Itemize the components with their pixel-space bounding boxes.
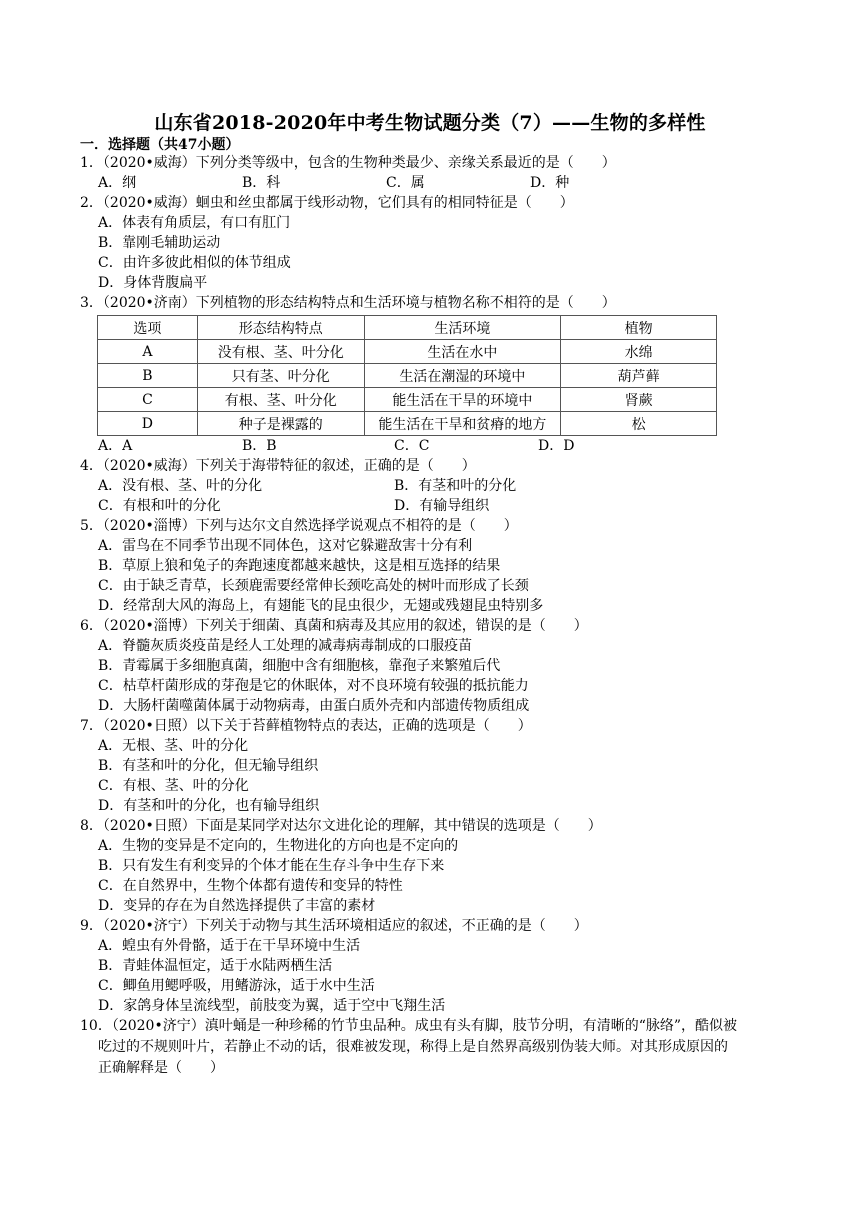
question-2 [80,193,786,293]
option-row [80,476,786,496]
question-stem-line: 吃过的不规则叶片，若静止不动的话，很难被发现，称得上是自然界高级别伪装大师。对其形成原因的 [98,1039,728,1055]
option-c: C．由于缺乏青草，长颈鹿需要经常伸长颈吃高处的树叶而形成了长颈 [98,578,529,594]
table-cell: A [98,340,198,364]
option-b: B．科 [242,175,281,191]
table-cell: 没有根、茎、叶分化 [197,340,364,364]
table-cell: 只有茎、叶分化 [197,364,364,388]
table-cell: 生活在水中 [364,340,561,364]
plant-table [97,315,717,436]
option-c: C．有根和叶的分化 [98,498,221,514]
option-row [80,436,786,456]
option-b: B．草原上狼和兔子的奔跑速度都越来越快，这是相互选择的结果 [98,558,501,574]
question-9 [80,916,786,1016]
option-c: C．在自然界中，生物个体都有遗传和变异的特性 [98,878,403,894]
option-b: B．靠刚毛辅助运动 [98,235,221,251]
option-a: A．纲 [98,175,137,191]
option-d: D．大肠杆菌噬菌体属于动物病毒，由蛋白质外壳和内部遗传物质组成 [98,698,530,714]
table-cell: D [98,412,198,436]
option-a: A．生物的变异是不定向的，生物进化的方向也是不定向的 [98,838,459,854]
question-stem-line: 正确解释是（ ） [98,1060,224,1076]
option-row [80,496,786,516]
table-header: 生活环境 [364,316,561,340]
table-cell: 能生活在干旱的环境中 [364,388,561,412]
question-6 [80,616,786,716]
question-8 [80,816,786,916]
option-b: B．有茎和叶的分化，但无输导组织 [98,758,319,774]
question-stem: 3．（2020•济南）下列植物的形态结构特点和生活环境与植物名称不相符的是（ ） [80,295,616,311]
option-c: C．C [394,438,430,454]
option-d: D．D [538,438,575,454]
question-stem: 4．（2020•威海）下列关于海带特征的叙述，正确的是（ ） [80,458,476,474]
option-a: A．雷鸟在不同季节出现不同体色，这对它躲避敌害十分有利 [98,538,473,554]
question-3 [80,293,786,456]
option-d: D．家鸽身体呈流线型，前肢变为翼，适于空中飞翔生活 [98,998,446,1014]
question-7 [80,716,786,816]
option-a: A．体表有角质层，有口有肛门 [98,215,291,231]
table-cell: 肾蕨 [561,388,717,412]
question-stem-line: 10．（2020•济宁）滇叶蛹是一种珍稀的竹节虫品种。成虫有头有脚，肢节分明，有清晰的“脉络”，酷似被 [80,1018,738,1034]
option-c: C．有根、茎、叶的分化 [98,778,249,794]
option-c: C．鲫鱼用鳃呼吸，用鳍游泳，适于水中生活 [98,978,375,994]
option-row [80,173,786,193]
table-cell: 生活在潮湿的环境中 [364,364,561,388]
option-c: C．由许多彼此相似的体节组成 [98,255,291,271]
option-b: B．青蛙体温恒定，适于水陆两栖生活 [98,958,333,974]
question-stem: 5．（2020•淄博）下列与达尔文自然选择学说观点不相符的是（ ） [80,518,518,534]
table-header: 形态结构特点 [197,316,364,340]
option-b: B．有茎和叶的分化 [394,478,517,494]
document-title: 山东省2018-2020年中考生物试题分类（7）——生物的多样性 [154,112,706,134]
section-heading: 一．选择题（共47小题） [80,137,240,153]
table-cell: 水绵 [561,340,717,364]
question-5 [80,516,786,616]
option-d: D．有茎和叶的分化，也有输导组织 [98,798,320,814]
table-cell: 种子是裸露的 [197,412,364,436]
option-d: D．变异的存在为自然选择提供了丰富的素材 [98,898,376,914]
option-a: A．脊髓灰质炎疫苗是经人工处理的减毒病毒制成的口服疫苗 [98,638,473,654]
option-d: D．身体背腹扁平 [98,275,208,291]
question-list [80,153,786,1079]
table-cell: 能生活在干旱和贫瘠的地方 [364,412,561,436]
option-b: B．B [242,438,277,454]
table-cell: 有根、茎、叶分化 [197,388,364,412]
table-header-row [98,316,717,340]
question-stem: 1．（2020•威海）下列分类等级中，包含的生物种类最少、亲缘关系最近的是（ ） [80,155,616,171]
option-a: A．A [98,438,133,454]
table-cell: 葫芦藓 [561,364,717,388]
option-a: A．蝗虫有外骨骼，适于在干旱环境中生活 [98,938,361,954]
option-b: B．只有发生有利变异的个体才能在生存斗争中生存下来 [98,858,445,874]
option-b: B．青霉属于多细胞真菌，细胞中含有细胞核，靠孢子来繁殖后代 [98,658,501,674]
table-row [98,364,717,388]
option-c: C．属 [386,175,425,191]
table-row [98,412,717,436]
question-4 [80,456,786,516]
question-stem: 9．（2020•济宁）下列关于动物与其生活环境相适应的叙述，不正确的是（ ） [80,918,588,934]
option-a: A．没有根、茎、叶的分化 [98,478,263,494]
question-stem: 7．（2020•日照）以下关于苔藓植物特点的表达，正确的选项是（ ） [80,718,532,734]
table-row [98,340,717,364]
question-stem: 6．（2020•淄博）下列关于细菌、真菌和病毒及其应用的叙述，错误的是（ ） [80,618,588,634]
question-stem: 8．（2020•日照）下面是某同学对达尔文进化论的理解，其中错误的选项是（ ） [80,818,602,834]
question-stem: 2．（2020•威海）蛔虫和丝虫都属于线形动物，它们具有的相同特征是（ ） [80,195,574,211]
option-c: C．枯草杆菌形成的芽孢是它的休眠体，对不良环境有较强的抵抗能力 [98,678,529,694]
option-d: D．经常刮大风的海岛上，有翅能飞的昆虫很少，无翅或残翅昆虫特别多 [98,598,544,614]
table-cell: C [98,388,198,412]
question-1 [80,153,786,193]
table-cell: 松 [561,412,717,436]
option-d: D．种 [530,175,570,191]
table-header: 选项 [98,316,198,340]
question-10 [80,1016,786,1079]
table-header: 植物 [561,316,717,340]
table-cell: B [98,364,198,388]
table-row [98,388,717,412]
option-a: A．无根、茎、叶的分化 [98,738,249,754]
option-d: D．有输导组织 [394,498,490,514]
